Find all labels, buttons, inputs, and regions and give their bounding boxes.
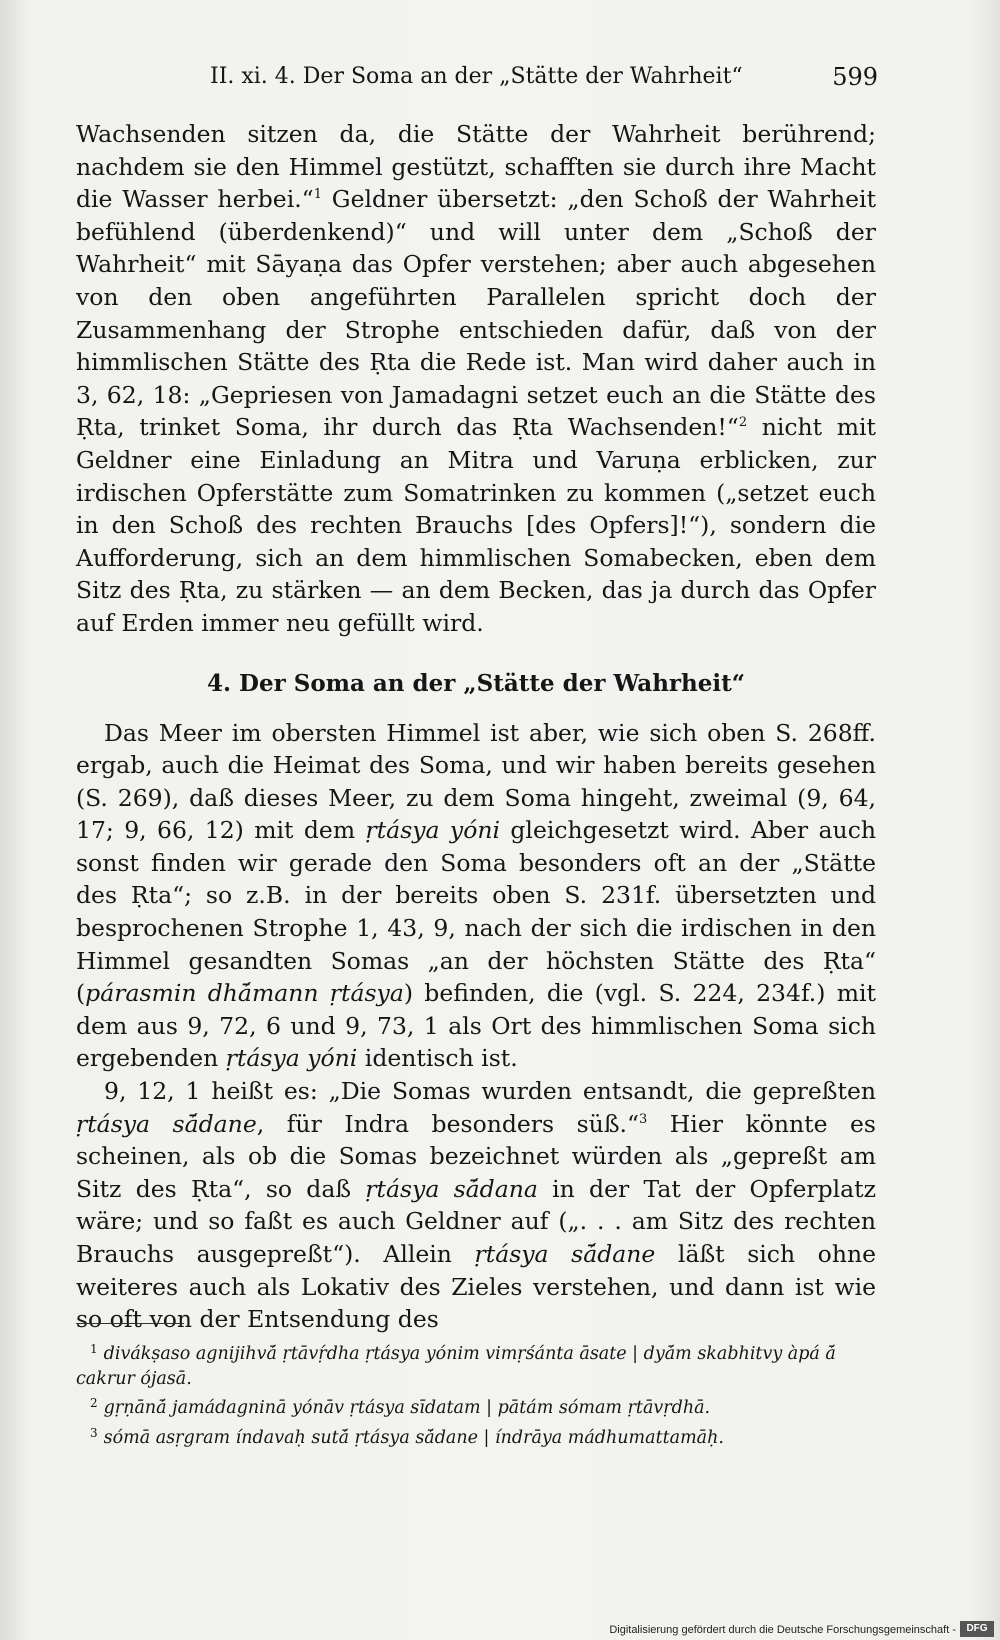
text-run: in der Tat der Opferplatz wäre; und so faßt es auch Geldner auf („. . . am Sitz des rechten Brauchs ausgepreßt“). Allein [76,1174,877,1268]
footnote [76,1421,876,1451]
text-run: Geldner übersetzt: „den Schoß der Wahrheit befühlend (überdenkend)“ und will unter dem „Schoß der Wahrheit“ mit Sāyaṇa das Opfer verstehen; aber auch abgesehen von den oben angeführten Parallelen spricht doch der Zusammenhang der Strophe entschieden dafür, daß von der himmlischen Stätte des Ṛta die Rede ist. Man wird daher auch in 3, 62, 18: „Gepriesen von Jamadagni setzet euch an die Stätte des Ṛta, trinket Soma, ihr durch das Ṛta Wachsenden!“ [76,185,877,442]
footnote [76,1337,876,1391]
running-title: II. xi. 4. Der Soma an der „Stätte der Wahrheit“ [210,64,743,89]
footnote-ref: 2 [738,415,748,431]
sanskrit-term: ṛtásya yóni [225,1044,358,1073]
footnote-text: sómā asṛgram índavaḥ sutā́ ṛtásya sā́dane | índrāya mádhumattamāḥ. [103,1427,724,1448]
text-run: Hier könnte es scheinen, als ob die Somas bezeichnet würden als „gepreßt am Sitz des Ṛta“, so daß [76,1109,876,1203]
sanskrit-term: ṛtásya sā́dane [474,1240,656,1268]
text-run: , für Indra besonders süß.“ [256,1109,639,1138]
paragraph [76,1075,876,1336]
text-run: läßt sich ohne weiteres auch als Lokativ des Zieles verstehen, und dann ist wie so oft von der Entsendung des [76,1240,877,1334]
footnote-number: 3 [90,1425,98,1440]
dfg-logo: DFG [960,1621,994,1637]
digitization-credit: Digitalisierung gefördert durch die Deutsche Forschungsgemeinschaft - [609,1624,956,1636]
sanskrit-term: ṛtásya sā́dana [365,1174,538,1203]
footnote-ref: 3 [639,1111,648,1127]
page-number: 599 [832,63,878,91]
paragraph [76,717,876,1076]
footnotes [76,1337,876,1450]
text-run: ) befinden, die (vgl. S. 224, 234f.) mit dem aus 9, 72, 6 und 9, 73, 1 als Ort des himmlischen Soma sich ergebenden [76,979,876,1073]
sanskrit-term: ṛtásya yóni [365,816,500,845]
text-run: Wachsenden sitzen da, die Stätte der Wahrheit berührend; nachdem sie den Himmel gestützt, schafften sie durch ihre Macht die Wasser herbei.“ [76,120,876,214]
footnote-number: 2 [90,1396,98,1410]
paragraph [76,118,876,640]
text-run: identisch ist. [357,1044,518,1073]
text-run: Das Meer im obersten Himmel ist aber, wie sich oben S. 268ff. ergab, auch die Heimat des Soma, und wir haben bereits gesehen (S. 269), daß dieses Meer, zu dem Soma hingeht, zweimal (9, 64, 17; 9, 66, 12) mit dem [76,718,876,845]
text-run: nicht mit Geldner eine Einladung an Mitra und Varuṇa erblicken, zur irdischen Opferstätte zum Somatrinken zu kommen („setzet euch in den Schoß des rechten Brauchs [des Opfers]!“), sondern die Aufforderung, sich an dem himmlischen Somabecken, eben dem Sitz des Ṛta, zu stärken — an dem Becken, das ja durch das Opfer auf Erden immer neu gefüllt wird. [76,413,876,637]
section-heading: 4. Der Soma an der „Stätte der Wahrheit“ [206,669,745,697]
text-run: gleichgesetzt wird. Aber auch sonst finden wir gerade den Soma besonders oft an der „Stätte des Ṛta“; so z.B. in der bereits oben S. 231f. übersetzten und besprochenen Strophe 1, 43, 9, nach der sich die irdischen in den Himmel gesandten Somas „an der höchsten Stätte des Ṛta“ ( [76,816,876,1008]
footnote-text: divákṣaso agnijihvā́ ṛtāvṛ́dha ṛtásya yónim vimṛśánta āsate | dyā́m skabhitvy àpá ā́ cakrur ójasā. [76,1344,836,1389]
footnote-text: gṛṇānā́ jamádagninā yónāv ṛtásya sīdatam | pātám sómam ṛtāvṛdhā. [103,1398,711,1418]
sanskrit-term: párasmin dhā́mann ṛtásya [85,979,404,1008]
footnote-ref: 1 [313,187,322,203]
text-run: 9, 12, 1 heißt es: „Die Somas wurden entsandt, die gepreßten [104,1077,876,1106]
footnote-divider [76,1323,184,1324]
body-text [76,118,876,1336]
sanskrit-term: ṛtásya sā́dane [76,1109,257,1138]
footnote-number: 1 [90,1342,98,1356]
footnote [76,1391,876,1421]
